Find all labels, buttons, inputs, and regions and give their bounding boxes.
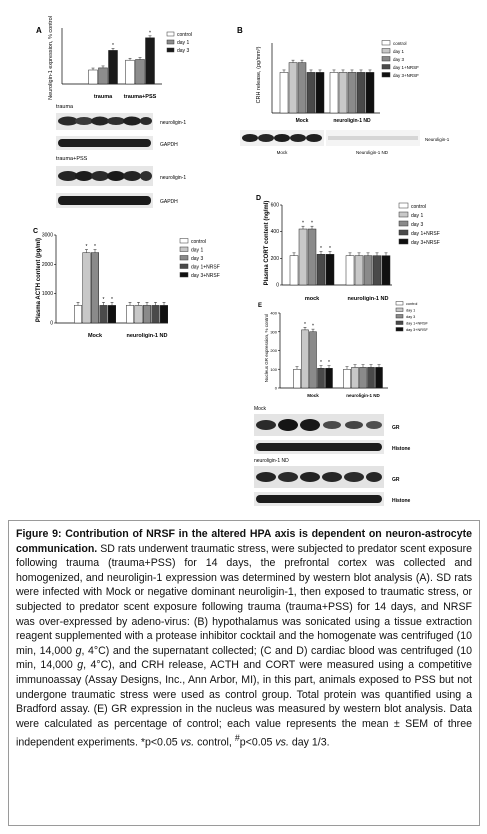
panel-b-chart	[272, 43, 380, 113]
panel-c-chart	[42, 233, 168, 327]
significance-marker: *	[102, 296, 105, 303]
blot-row-label: Neuroligin-1	[425, 137, 450, 142]
panel-d-legend	[399, 203, 440, 246]
bar	[364, 256, 372, 285]
panel-e-group-label: neuroligin-1 ND	[346, 393, 380, 398]
panel-d-ylabel: Plasma CORT content (ng/ml)	[264, 200, 270, 286]
figure-caption	[8, 520, 480, 826]
panel-a-letter: A	[36, 26, 42, 35]
blot-row-label: Histone	[392, 498, 411, 504]
bar	[326, 368, 333, 388]
bar	[344, 369, 351, 388]
blot-group-label: Mock	[276, 150, 288, 155]
bar	[83, 253, 91, 323]
legend-swatch	[399, 212, 408, 217]
legend-swatch	[180, 273, 188, 278]
significance-marker: *	[304, 321, 306, 328]
legend-label: day 1+NRSF	[393, 65, 419, 70]
significance-marker: *	[312, 323, 314, 330]
bar	[352, 367, 359, 388]
legend-swatch	[396, 315, 403, 319]
significance-marker: *	[112, 42, 114, 49]
legend-label: day 3+NRSF	[411, 240, 440, 246]
panel-b-legend	[382, 41, 419, 79]
western-blot-gapdh	[56, 136, 153, 150]
legend-label: day 3	[393, 57, 405, 62]
legend-swatch	[396, 302, 403, 306]
legend-label: control	[393, 41, 407, 46]
caption-italic: g	[77, 659, 84, 672]
blot-row-label: neuroligin-1	[160, 120, 187, 126]
bar	[152, 305, 160, 323]
western-blot-neuroligin	[56, 113, 153, 130]
legend-swatch-day3	[167, 48, 174, 52]
panel-c-legend	[180, 239, 220, 280]
bar	[307, 72, 315, 113]
bar	[360, 367, 367, 388]
panel-e-group-label: Mock	[307, 393, 319, 398]
y-tick-label: 1000	[41, 291, 53, 298]
legend-swatch-day1	[167, 40, 174, 44]
bar	[160, 305, 168, 323]
bar	[108, 305, 116, 323]
legend-label: control	[177, 32, 193, 38]
caption-title: Contribution of NRSF in the altered HPA axis is dependent on neuron-astrocyte communication.	[16, 528, 473, 555]
y-tick-label: 0	[276, 282, 279, 289]
panel-e-chart	[270, 311, 388, 391]
significance-marker: *	[94, 244, 96, 251]
caption-lead: Figure 9:	[16, 528, 62, 540]
bar	[91, 253, 99, 323]
legend-label: day 1+NRSF	[406, 321, 428, 326]
bar	[126, 305, 134, 323]
significance-marker: *	[320, 360, 322, 367]
panel-d-letter: D	[256, 195, 262, 202]
legend-label: day 3+NRSF	[406, 328, 428, 332]
significance-marker: *	[85, 244, 88, 251]
bar	[74, 305, 82, 323]
legend-swatch-control	[167, 32, 174, 36]
bar	[99, 68, 108, 84]
bar	[126, 60, 135, 84]
legend-swatch	[399, 203, 408, 208]
legend-swatch	[399, 230, 408, 235]
panel-b-group-label: Mock	[295, 118, 309, 124]
bar	[368, 367, 375, 388]
blot-section-label: trauma	[56, 104, 74, 110]
western-blot-histone	[254, 492, 384, 506]
bar	[357, 72, 365, 113]
caption-italic: g	[75, 644, 82, 657]
blot-group-label: Neuroligin-1 ND	[355, 150, 389, 155]
bar	[330, 72, 338, 113]
western-blot-neuroligin	[56, 166, 153, 186]
bar	[355, 256, 363, 285]
significance-marker: *	[302, 220, 304, 227]
blot-row-label: GR	[392, 425, 400, 431]
legend-swatch	[382, 41, 390, 46]
panel-c-group-label: neuroligin-1 ND	[126, 333, 168, 339]
panel-d-group-label: mock	[304, 296, 320, 302]
panel-d	[256, 195, 440, 302]
bar	[135, 305, 143, 323]
panel-c-letter: C	[33, 228, 39, 235]
y-tick-label: 2000	[41, 261, 53, 268]
western-blot-gr	[254, 414, 384, 436]
bar	[302, 330, 309, 388]
y-tick-label: 400	[270, 310, 277, 316]
bar	[317, 254, 325, 285]
y-tick-label: 600	[270, 202, 279, 209]
bar	[89, 70, 98, 84]
blot-row-label: neuroligin-1	[160, 175, 187, 181]
caption-italic: vs.	[180, 736, 195, 749]
significance-marker: *	[311, 220, 313, 227]
caption-superscript: #	[234, 733, 240, 744]
caption-italic: vs.	[275, 736, 289, 749]
legend-label: day 1	[406, 308, 416, 313]
bar	[298, 63, 306, 113]
panel-a-chart	[62, 28, 162, 84]
significance-marker: *	[149, 30, 151, 37]
legend-swatch	[382, 73, 390, 78]
blot-section-label: Mock	[254, 406, 266, 412]
blot-row-label: GAPDH	[160, 142, 178, 148]
significance-marker: *	[111, 296, 113, 303]
western-blot-gr	[254, 466, 384, 488]
bar	[310, 332, 317, 388]
bar	[366, 72, 374, 113]
legend-label: day 1	[393, 49, 405, 54]
legend-swatch	[382, 49, 390, 54]
legend-swatch	[180, 256, 188, 261]
blot-row-label: GAPDH	[160, 199, 178, 205]
legend-swatch	[396, 308, 403, 312]
bar	[373, 256, 381, 285]
legend-label: day 3+NRSF	[191, 273, 220, 279]
legend-label: day 1	[411, 213, 424, 219]
y-tick-label: 0	[274, 385, 277, 391]
bar	[339, 72, 347, 113]
significance-marker: *	[320, 246, 322, 253]
legend-label: day 3	[191, 256, 204, 262]
bar	[136, 60, 145, 85]
bar	[346, 256, 354, 285]
y-tick-label: 300	[270, 329, 277, 335]
bar	[289, 63, 297, 113]
panel-e	[254, 302, 429, 507]
caption-text: , 4°C) and the supernatant collected; (C and D) cardiac blood was centrifuged (10 min, 14,000	[16, 644, 472, 672]
caption-text: day 1/3.	[288, 736, 330, 749]
y-tick-label: 200	[270, 348, 277, 353]
bar	[299, 229, 307, 285]
bar	[100, 305, 108, 323]
blot-row-label: Histone	[392, 446, 411, 452]
bar	[318, 368, 325, 388]
panel-d-group-label: neuroligin-1 ND	[347, 296, 389, 302]
y-tick-label: 200	[270, 255, 279, 262]
panel-c-ylabel: Plasma ACTH content (pg/ml)	[36, 237, 42, 323]
western-blot-gapdh	[56, 193, 153, 208]
legend-swatch	[399, 239, 408, 244]
western-blot-histone	[254, 440, 384, 454]
panel-c-group-label: Mock	[87, 333, 103, 339]
caption-text: , 4°C), and CRH release, ACTH and CORT were measured using a competitive immunoassay (Assay Designs, Inc., Ann Arbor, MI), in this part, animals exposed to PSS but not undergone traumatic stress were used as control group. Total protein was quantified using a Bradford assay. (E) GR expression in the nucleus was measured by western blot analysis. Data were calculated as percentage of control; each value represents the mean ± SEM of three independent experiments. *p<0.05	[16, 659, 472, 749]
y-tick-label: 100	[270, 366, 277, 372]
legend-label: control	[406, 302, 418, 306]
bar	[376, 367, 383, 388]
legend-swatch	[180, 264, 188, 269]
significance-marker: *	[328, 360, 330, 367]
panel-a-group-label: trauma+PSS	[123, 94, 157, 100]
legend-swatch	[180, 239, 188, 244]
bar	[348, 72, 356, 113]
bar	[326, 254, 334, 285]
panel-e-legend	[396, 302, 429, 333]
legend-label: day 3	[411, 222, 424, 228]
legend-swatch	[399, 221, 408, 226]
panel-a-ylabel: Neuroligin-1 expression, % control	[48, 16, 54, 100]
bar	[146, 38, 155, 84]
bar	[316, 72, 324, 113]
bar	[290, 256, 298, 285]
legend-swatch	[180, 247, 188, 252]
y-tick-label: 400	[270, 229, 279, 236]
blot-section-label: trauma+PSS	[56, 156, 88, 162]
caption-text: SD rats underwent traumatic stress, were subjected to predator scent exposure following trauma (trauma+PSS) for 14 days, the prefrontal cortex was collected and homogenized, and neuroligin-1 expression was determined by western blot analysis (A). SD rats were infected with Mock or negative dominant neuroligin-1, then exposed to traumatic stress, or subjected to predator scent exposure following trauma (trauma+PSS) for 14 days, and NRSF was over-expressed by adeno-virus: (B) hypothalamus was sonicated using a tissue extraction reagent supplemented with a protease inhibitor cocktail and the homogenate was centrifuged (10 min, 14,000	[16, 542, 472, 657]
legend-swatch	[396, 328, 403, 332]
panel-e-ylabel: Nucleus GR expression, % control	[264, 313, 269, 383]
legend-label: day 3	[177, 48, 190, 54]
legend-label: day 3+NRSF	[393, 73, 419, 78]
blot-row-label: GR	[392, 477, 400, 483]
western-blot-neuroligin	[240, 130, 420, 146]
panel-b-ylabel: CRH release, (pg/mm³)	[256, 46, 262, 104]
bar	[143, 305, 151, 323]
bar	[280, 72, 288, 113]
caption-text: p<0.05	[239, 736, 276, 749]
panel-b-group-label: neuroligin-1 ND	[333, 118, 371, 124]
panel-a-group-label: trauma	[93, 94, 113, 100]
panel-e-letter: E	[258, 303, 263, 309]
legend-label: day 3	[406, 315, 416, 319]
legend-label: day 1	[177, 40, 190, 46]
panel-c	[33, 228, 220, 339]
legend-label: control	[191, 239, 207, 245]
bar	[109, 50, 118, 84]
legend-label: control	[411, 204, 427, 210]
panel-a	[36, 16, 192, 208]
panel-d-chart	[271, 203, 392, 289]
bar	[382, 256, 390, 285]
bar	[294, 369, 301, 388]
panel-b	[237, 26, 450, 155]
panel-b-letter: B	[237, 26, 243, 35]
significance-marker: *	[329, 246, 331, 253]
bar	[308, 229, 316, 285]
caption-text: control,	[194, 736, 235, 749]
legend-label: day 1	[191, 247, 204, 254]
legend-swatch	[382, 65, 390, 70]
legend-label: day 1+NRSF	[191, 264, 220, 271]
y-tick-label: 0	[50, 320, 53, 327]
y-tick-label: 3000	[41, 232, 53, 239]
legend-swatch	[382, 57, 390, 62]
blot-section-label: neuroligin-1 ND	[254, 458, 289, 464]
legend-label: day 1+NRSF	[411, 231, 440, 237]
legend-swatch	[396, 321, 403, 325]
